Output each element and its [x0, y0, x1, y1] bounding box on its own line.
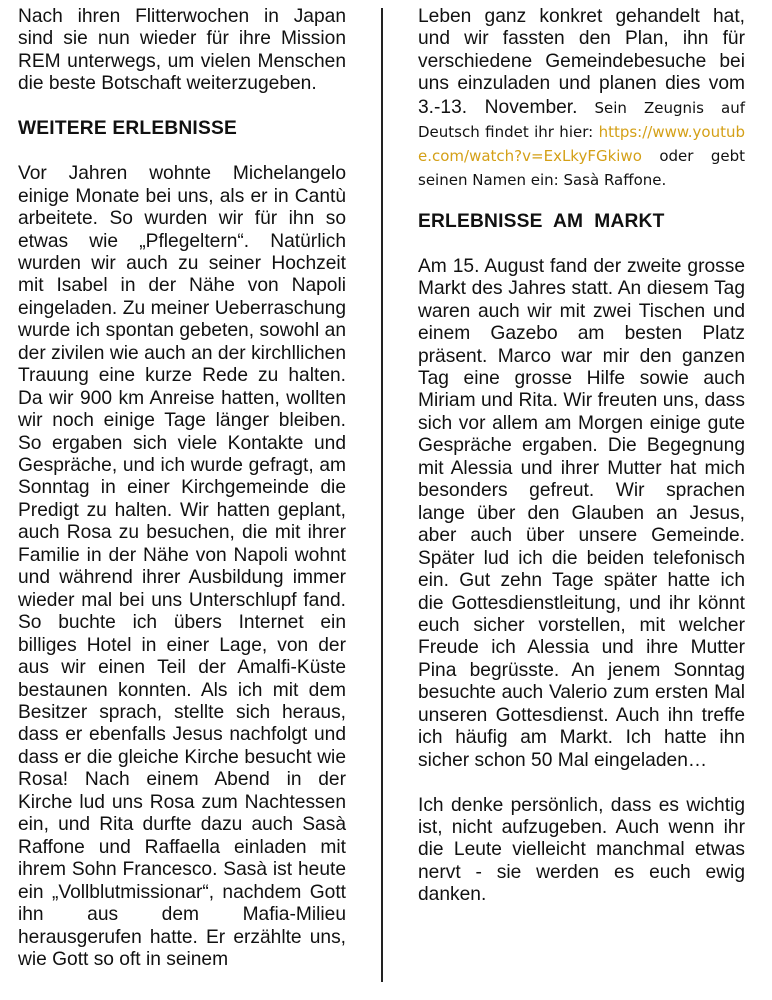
- markt-paragraph-2: Ich denke persönlich, dass es wichtig ist, nicht aufzugeben. Auch wenn ihr die Leute vielleicht manchmal etwas nervt - sie werden es euch ewig danken.: [418, 794, 745, 906]
- youtube-link[interactable]: https://www.youtube.com/watch?v=ExLkyFGkiwo: [418, 122, 745, 165]
- section-heading-erlebnisse-am-markt: ERLEBNISSE AM MARKT: [418, 210, 665, 232]
- continued-paragraph: [418, 6, 745, 192]
- left-column: [18, 6, 346, 971]
- section-heading-weitere-erlebnisse: WEITERE ERLEBNISSE: [18, 118, 237, 140]
- markt-paragraph-1: Am 15. August fand der zweite grosse Markt des Jahres statt. An diesem Tag waren auch wir mit zwei Tischen und einem Gazebo am besten Platz präsent. Marco war mir den ganzen Tag eine grosse Hilfe sowie auch Miriam und Rita. Wir freuten uns, dass sich vor allem am Morgen einige gute Gespräche ergaben. Die Begegnung mit Alessia und ihrer Mutter hat mich besonders gefreut. Wir sprachen lange über den Glauben an Jesus, aber auch über unsere Gemeinde. Später lud ich die beiden telefonisch ein. Gut zehn Tage später hatte ich die Gottesdienstleitung, und ihr könnt euch sicher vorstellen, mit welcher Freude ich Alessia und ihre Mutter Pina begrüsste. An jenem Sonntag besuchte auch Valerio zum ersten Mal unseren Gottesdienst. Auch ihn treffe ich häufig am Markt. Ich hatte ihn sicher schon 50 Mal eingeladen…: [418, 255, 745, 771]
- right-column: [418, 6, 745, 907]
- body-paragraph: Vor Jahren wohnte Michelangelo einige Monate bei uns, als er in Cantù arbeitete. So wurden wir für ihn so etwas wie „Pflegeltern“. Natürlich wurden wir auch zu seiner Hochzeit mit Isabel in der Nähe von Napoli eingeladen. Zu meiner Ueberraschung wurde ich spontan gebeten, sowohl an der zivilen wie auch an der kirchllichen Trauung eine kurze Rede zu halten. Da wir 900 km Anreise hatten, wollten wir noch einige Tage länger bleiben. So ergaben sich viele Kontakte und Gespräche, und ich wurde gefragt, am Sonntag in einer Kirchgemeinde die Predigt zu halten. Wir hatten geplant, auch Rosa zu besuchen, die mit ihrer Familie in der Nähe von Napoli wohnt und während ihrer Ausbildung immer wieder mal bei uns Unterschlupf fand. So buchte ich übers Internet ein billiges Hotel in einer Lage, von der aus wir einen Teil der Amalfi-Küste bestaunen konnten. Als ich mit dem Besitzer sprach, stellte sich heraus, dass er ebenfalls Jesus nachfolgt und dass er die gleiche Kirche besucht wie Rosa! Nach einem Abend in der Kirche lud uns Rosa zum Nachtessen ein, und Rita durfte dazu auch Sasà Raffone und Raffaella einladen mit ihrem Sohn Francesco. Sasà ist heute ein „Vollblutmissionar“, nachdem Gott ihn aus dem Mafia-Milieu herausgerufen hatte. Er erzählte uns, wie Gott so oft in seinem: [18, 163, 346, 970]
- intro-paragraph: Nach ihren Flitterwochen in Japan sind sie nun wieder für ihre Mission REM unterwegs, um vielen Menschen die beste Botschaft weiterzugeben.: [18, 6, 346, 95]
- column-divider: [381, 8, 383, 982]
- note-suffix: oder gebt seinen Namen ein: Sasà Raffone.: [418, 146, 745, 189]
- note-prefix: Sein Zeugnis auf Deutsch findet ihr hier:: [418, 98, 745, 141]
- continued-text: Leben ganz konkret gehandelt hat, und wir fassten den Plan, ihn für verschiedene Gemeindebesuche bei uns einzuladen und planen dies vom 3.-13. November.: [418, 6, 745, 118]
